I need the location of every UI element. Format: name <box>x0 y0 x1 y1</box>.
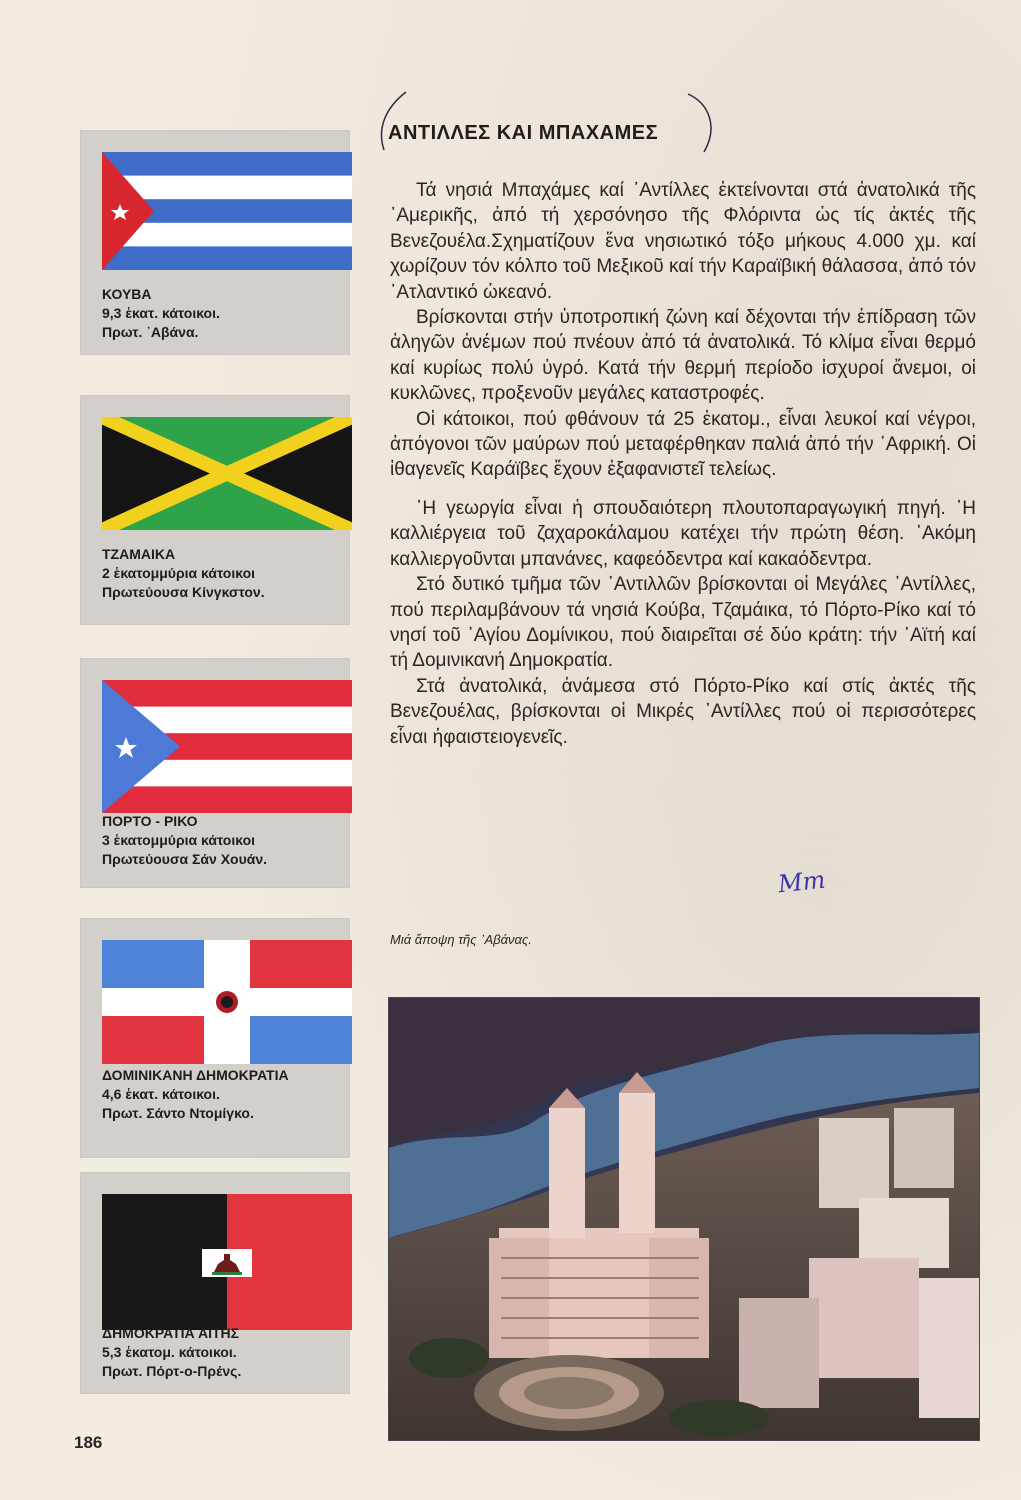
country-name: ΠΟΡΤΟ - ΡΙΚΟ <box>102 813 198 829</box>
section-title-wrap <box>370 88 730 158</box>
population: 3 ἑκατομμύρια κάτοικοι <box>102 832 256 848</box>
country-name: ΔΟΜΙΝΙΚΑΝΗ ΔΗΜΟΚΡΑΤΙΑ <box>102 1067 289 1083</box>
flag-caption-jamaica <box>102 545 265 602</box>
country-name: ΤΖΑΜΑΙΚΑ <box>102 546 176 562</box>
population: 2 ἑκατομμύρια κάτοικοι <box>102 565 256 581</box>
havana-photo <box>388 997 980 1441</box>
capital: Πρωτ. Πόρτ-ο-Πρένς. <box>102 1363 242 1379</box>
paragraph: Στό δυτικό τμῆμα τῶν ᾽Αντιλλῶν βρίσκονται οἱ Μεγάλες ᾽Αντίλλες, πού περιλαμβάνουν τά νησιά Κούβα, Τζαμάικα, τό Πόρτο-Ρίκο καί τό νησί τοῦ ᾽Αγίου Δομίνικου, πού διαιρεῖται σέ δύο κράτη: τήν ᾽Αϊτή καί τή Δομινικανή Δημοκρατία. <box>390 574 976 672</box>
cuba-flag <box>102 152 352 270</box>
paragraph: ῾Η γεωργία εἶναι ἡ σπουδαιότερη πλουτοπαραγωγική πηγή. ῾Η καλλιέργεια τοῦ ζαχαροκάλαμου κατέχει τήν πρώτη θέση. ᾽Ακόμη καλλιεργοῦνται μπανάνες, καφεόδεντρα καί κακαόδεντρα. <box>390 497 976 570</box>
haiti-flag <box>102 1194 352 1330</box>
population: 4,6 ἑκατ. κάτοικοι. <box>102 1086 220 1102</box>
flag-caption-dominican-republic <box>102 1066 289 1123</box>
paragraph: Τά νησιά Μπαχάμες καί ᾽Αντίλλες ἐκτείνονται στά ἀνατολικά τῆς ᾽Αμερικῆς, ἀπό τή χερσόνησο τῆς Φλόριντα ὡς τίς ἀκτές τῆς Βενεζουέλα.Σχηματίζουν ἕνα νησιωτικό τόξο μήκους 4.000 χμ. καί χωρίζουν τόν κόλπο τοῦ Μεξικοῦ καί τήν Καραϊβική θάλασσα, ἀπό τόν ᾽Ατλαντικό ὠκεανό. <box>390 180 976 303</box>
capital: Πρωτεύουσα Κίνγκστον. <box>102 584 265 600</box>
country-name: ΚΟΥΒΑ <box>102 286 152 302</box>
capital: Πρωτ. ᾽Αβάνα. <box>102 324 199 340</box>
flag-card-jamaica <box>80 395 350 625</box>
capital: Πρωτ. Σάντο Ντομίγκο. <box>102 1105 254 1121</box>
page-number: 186 <box>74 1433 103 1452</box>
flag-card-puerto-rico <box>80 658 350 888</box>
population: 5,3 ἑκατομ. κάτοικοι. <box>102 1344 237 1360</box>
paragraph: Βρίσκονται στήν ὑποτροπική ζώνη καί δέχονται τήν ἐπίδραση τῶν ἀληγῶν ἀνέμων πού πνέουν ἀπό τά ἀνατολικά. Τό κλίμα εἶναι θερμό καί κυρίως πολύ ὑγρό. Κατά τήν θερμή περίοδο ἰσχυροί ἄνεμοι, οἱ κυκλῶνες, προξενοῦν μεγάλες καταστροφές. <box>390 307 976 405</box>
handwritten-signature: Mm <box>776 865 827 899</box>
body-text <box>390 178 976 750</box>
flag-caption-cuba <box>102 285 220 342</box>
country-name: ΔΗΜΟΚΡΑΤΙΑ ΑΙΤΗΣ <box>102 1325 240 1341</box>
paragraph: Οἱ κάτοικοι, πού φθάνουν τά 25 ἑκατομ., εἶναι λευκοί καί νέγροι, ἀπόγονοι τῶν μαύρων πού μεταφέρθηκαν παλιά ἀπό τήν ᾽Αφρική. Οἱ ἰθαγενεῖς Καράϊβες ἔχουν ἐξαφανιστεῖ τελείως. <box>390 408 976 481</box>
paragraph: Στά ἀνατολικά, ἀνάμεσα στό Πόρτο-Ρίκο καί στίς ἀκτές τῆς Βενεζουέλας, βρίσκονται οἱ Μικρές ᾽Αντίλλες πού οἱ περισσότερες εἶναι ἡφαιστειογενεῖς. <box>390 675 976 748</box>
jamaica-flag <box>102 417 352 530</box>
section-title: ΑΝΤΙΛΛΕΣ ΚΑΙ ΜΠΑΧΑΜΕΣ <box>388 122 659 144</box>
flag-card-haiti <box>80 1172 350 1394</box>
flag-caption-haiti <box>102 1324 241 1381</box>
population: 9,3 ἑκατ. κάτοικοι. <box>102 305 220 321</box>
flag-card-cuba <box>80 130 350 355</box>
photo-caption: Μιά ἄποψη τῆς ᾽Αβάνας. <box>390 932 532 947</box>
flag-card-dominican-republic <box>80 918 350 1158</box>
capital: Πρωτεύουσα Σάν Χουάν. <box>102 851 268 867</box>
dominican-republic-flag <box>102 940 352 1064</box>
flag-caption-puerto-rico <box>102 812 267 869</box>
puerto-rico-flag <box>102 680 352 813</box>
havana-aerial-image <box>389 998 979 1440</box>
